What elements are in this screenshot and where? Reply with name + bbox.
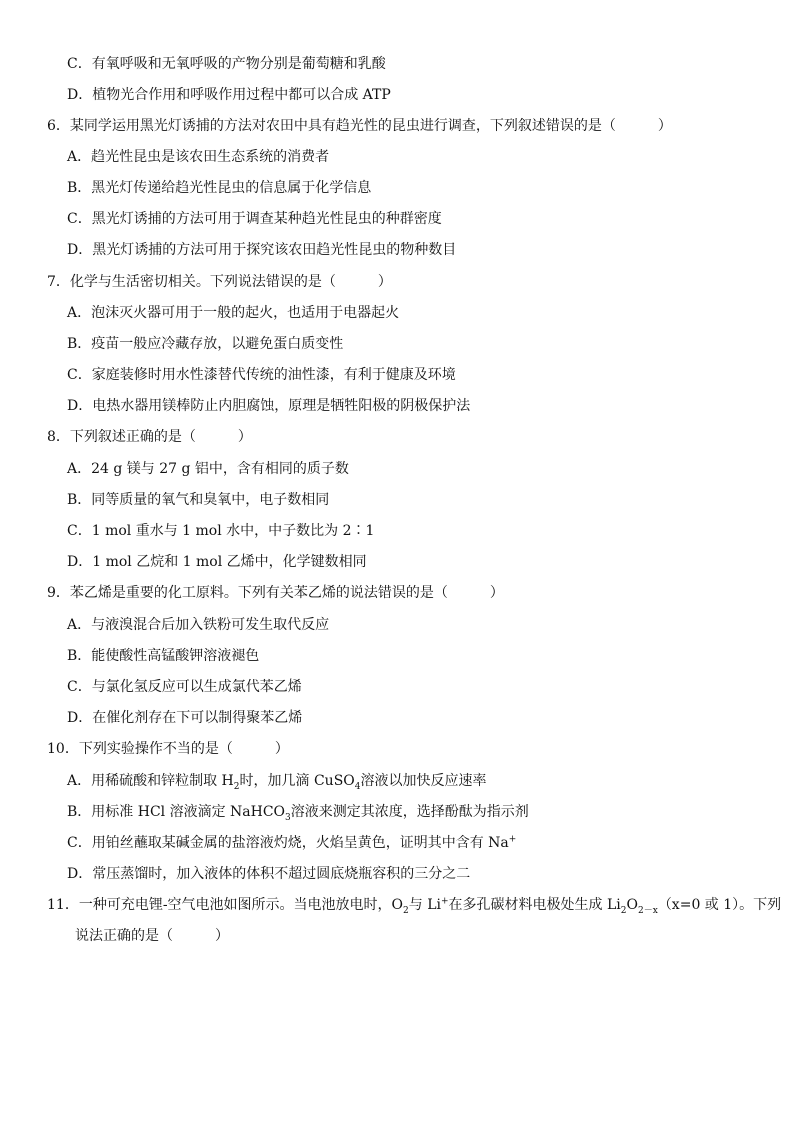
option-b-q6: B．黑光灯传递给趋光性昆虫的信息属于化学信息 [67,180,372,196]
option-b-q10-text-2: 溶液来测定其浓度，选择酚酞为指示剂 [290,804,529,820]
option-a-q10-text-2: 时，加几滴 CuSO [239,773,355,789]
subscript: 2 [620,905,627,916]
option-d-q7: D．电热水器用镁棒防止内胆腐蚀，原理是牺牲阳极的阴极保护法 [67,398,471,414]
subscript: 2－x [638,905,658,916]
option-a-q6: A．趋光性昆虫是该农田生态系统的消费者 [67,149,330,165]
option-c-q7: C．家庭装修时用水性漆替代传统的油性漆，有利于健康及环境 [67,367,456,383]
option-a-q8: A．24 g 镁与 27 g 铝中，含有相同的质子数 [67,461,349,477]
question-7: 7．化学与生活密切相关。下列说法错误的是（ ） [47,274,392,290]
option-b-q9: B．能使酸性高锰酸钾溶液褪色 [67,648,260,664]
question-11 [47,895,781,915]
option-c-q5: C．有氧呼吸和无氧呼吸的产物分别是葡萄糖和乳酸 [67,56,386,72]
subscript: 3 [285,812,291,823]
option-d-q9: D．在催化剂存在下可以制得聚苯乙烯 [67,710,303,726]
subscript: 4 [354,781,361,792]
question-11-continued: 说法正确的是（ ） [75,928,229,944]
option-c-q10 [67,833,516,853]
option-b-q10 [67,802,529,822]
question-11-text-1: 11．一种可充电锂-空气电池如图所示。当电池放电时，O [47,897,404,913]
option-a-q10-text-1: A．用稀硫酸和锌粒制取 H [67,773,234,789]
option-a-q10-text-3: 溶液以加快反应速率 [360,773,487,789]
option-d-q8: D．1 mol 乙烷和 1 mol 乙烯中，化学键数相同 [67,554,367,570]
question-8: 8．下列叙述正确的是（ ） [47,429,252,445]
question-11-text-5: （x=0 或 1）。下列 [657,897,782,913]
question-11-text-2: 与 Li [408,897,441,913]
option-c-q8: C．1 mol 重水与 1 mol 水中，中子数比为 2∶1 [67,523,375,539]
option-c-q10-text: C．用铂丝蘸取某碱金属的盐溶液灼烧，火焰呈黄色，证明其中含有 Na [67,835,509,851]
option-c-q9: C．与氯化氢反应可以生成氯代苯乙烯 [67,679,302,695]
subscript: 2 [403,905,409,916]
superscript: + [508,834,517,845]
option-d-q6: D．黑光灯诱捕的方法可用于探究该农田趋光性昆虫的物种数目 [67,242,457,258]
subscript: 2 [233,781,240,792]
question-11-text-4: O [626,897,638,913]
option-b-q7: B．疫苗一般应冷藏存放，以避免蛋白质变性 [67,336,344,352]
option-a-q10 [67,771,487,791]
option-a-q7: A．泡沫灭火器可用于一般的起火，也适用于电器起火 [67,305,400,321]
question-6: 6．某同学运用黑光灯诱捕的方法对农田中具有趋光性的昆虫进行调查，下列叙述错误的是（ ） [47,118,672,134]
question-11-text-3: 在多孔碳材料电极处生成 Li [448,897,621,913]
superscript: + [441,896,449,907]
option-b-q8: B．同等质量的氧气和臭氧中，电子数相同 [67,492,330,508]
option-a-q9: A．与液溴混合后加入铁粉可发生取代反应 [67,617,330,633]
question-10: 10．下列实验操作不当的是（ ） [47,741,289,757]
option-b-q10-text-1: B．用标准 HCl 溶液滴定 NaHCO [67,804,286,820]
option-d-q5: D．植物光合作用和呼吸作用过程中都可以合成 ATP [67,87,391,103]
question-9: 9．苯乙烯是重要的化工原料。下列有关苯乙烯的说法错误的是（ ） [47,585,504,601]
option-d-q10: D．常压蒸馏时，加入液体的体积不超过圆底烧瓶容积的三分之二 [67,866,471,882]
option-c-q6: C．黑光灯诱捕的方法可用于调查某种趋光性昆虫的种群密度 [67,211,442,227]
